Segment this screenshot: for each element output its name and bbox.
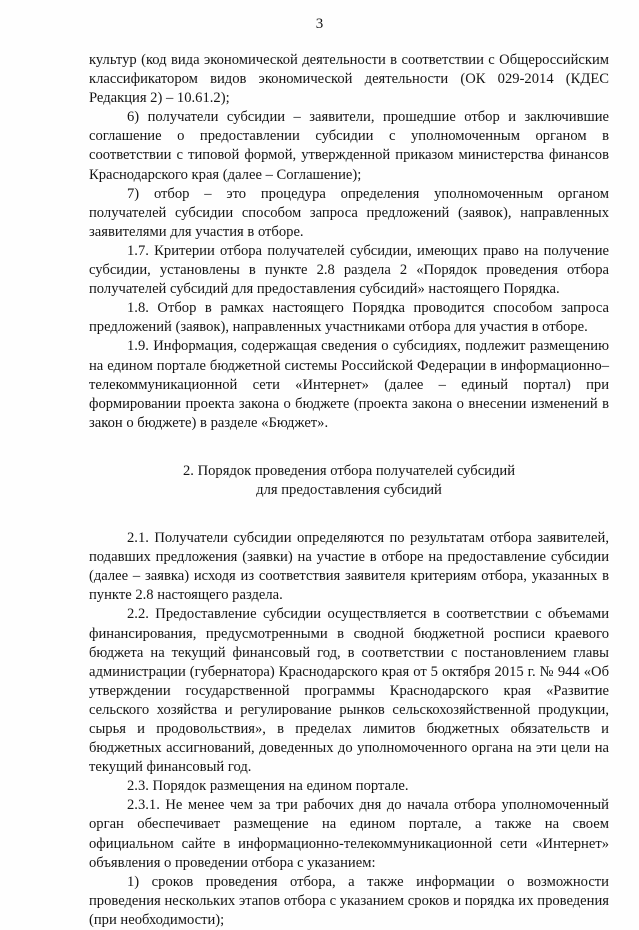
paragraph: 2.2. Предоставление субсидии осуществляется в соответствии с объемами финансирования, предусмотренными в сводной бюджетной росписи краевого бюджета на текущий финансовый год, в соответствии с постановлением главы администрации (губернатора) Краснодарского края от 5 октября 2015 г. № 944 «Об утверждении государственной программы Краснодарского края «Развитие сельского хозяйства и регулирование рынков сельскохозяйственной продукции, сырья и продовольствия», в пределах лимитов бюджетных обязательств и бюджетных ассигнований, доведенных до уполномоченного органа на эти цели на текущий финансовый год.	[89, 606, 609, 776]
document-body	[89, 51, 609, 930]
paragraph: 7) отбор – это процедура определения уполномоченным органом получателей субсидии способом запроса предложений (заявок), направленных заявителями для участия в отборе.	[89, 185, 609, 240]
section-1-text	[89, 51, 609, 433]
paragraph: 1) сроков проведения отбора, а также информации о возможности проведения нескольких этапов отбора с указанием сроков и порядка их проведения (при необходимости);	[89, 873, 609, 928]
paragraph: 2.3. Порядок размещения на едином портале.	[127, 778, 409, 795]
section-heading-line-2: для предоставления субсидий	[256, 481, 442, 498]
paragraph: 2.1. Получатели субсидии определяются по результатам отбора заявителей, подавших предложения (заявки) на участие в отборе на предоставление субсидии (далее – заявка) исходя из соответствия заявителя критериям отбора, указанных в пункте 2.8 настоящего раздела.	[89, 530, 609, 604]
section-heading-line-1: 2. Порядок проведения отбора получателей субсидий	[182, 462, 516, 479]
paragraph: 2.3.1. Не менее чем за три рабочих дня до начала отбора уполномоченный орган обеспечивает размещение на едином портале, а также на своем официальном сайте в информационно-телекоммуникационной сети «Интернет» объявления о проведении отбора с указанием:	[89, 797, 609, 871]
page-number: 3	[315, 16, 324, 32]
paragraph: 6) получатели субсидии – заявители, прошедшие отбор и заключившие соглашение о предоставлении субсидии с уполномоченным органом в соответствии с типовой формой, утвержденной приказом министерства финансов Краснодарского края (далее – Соглашение);	[89, 109, 609, 183]
paragraph: 1.7. Критерии отбора получателей субсидии, имеющих право на получение субсидии, установлены в пункте 2.8 раздела 2 «Порядок проведения отбора получателей субсидий для предоставления субсидий» настоящего Порядка.	[89, 242, 609, 298]
section-2-heading	[89, 462, 609, 500]
paragraph: культур (код вида экономической деятельности в соответствии с Общероссийским классификатором видов экономической деятельности (ОК 029-2014 (КДЕС Редакция 2) – 10.61.2);	[89, 52, 609, 107]
paragraph: 1.9. Информация, содержащая сведения о субсидиях, подлежит размещению на едином портале бюджетной системы Российской Федерации в информационно–телекоммуникационной сети «Интернет» (далее – единый портал) при формировании проекта закона о бюджете (проекта закона о внесении изменений в закон о бюджете) в разделе «Бюджет».	[89, 338, 609, 431]
paragraph: 1.8. Отбор в рамках настоящего Порядка проводится способом запроса предложений (заявок), направленных участниками отбора для участия в отборе.	[89, 300, 609, 336]
section-2-text	[89, 529, 609, 930]
